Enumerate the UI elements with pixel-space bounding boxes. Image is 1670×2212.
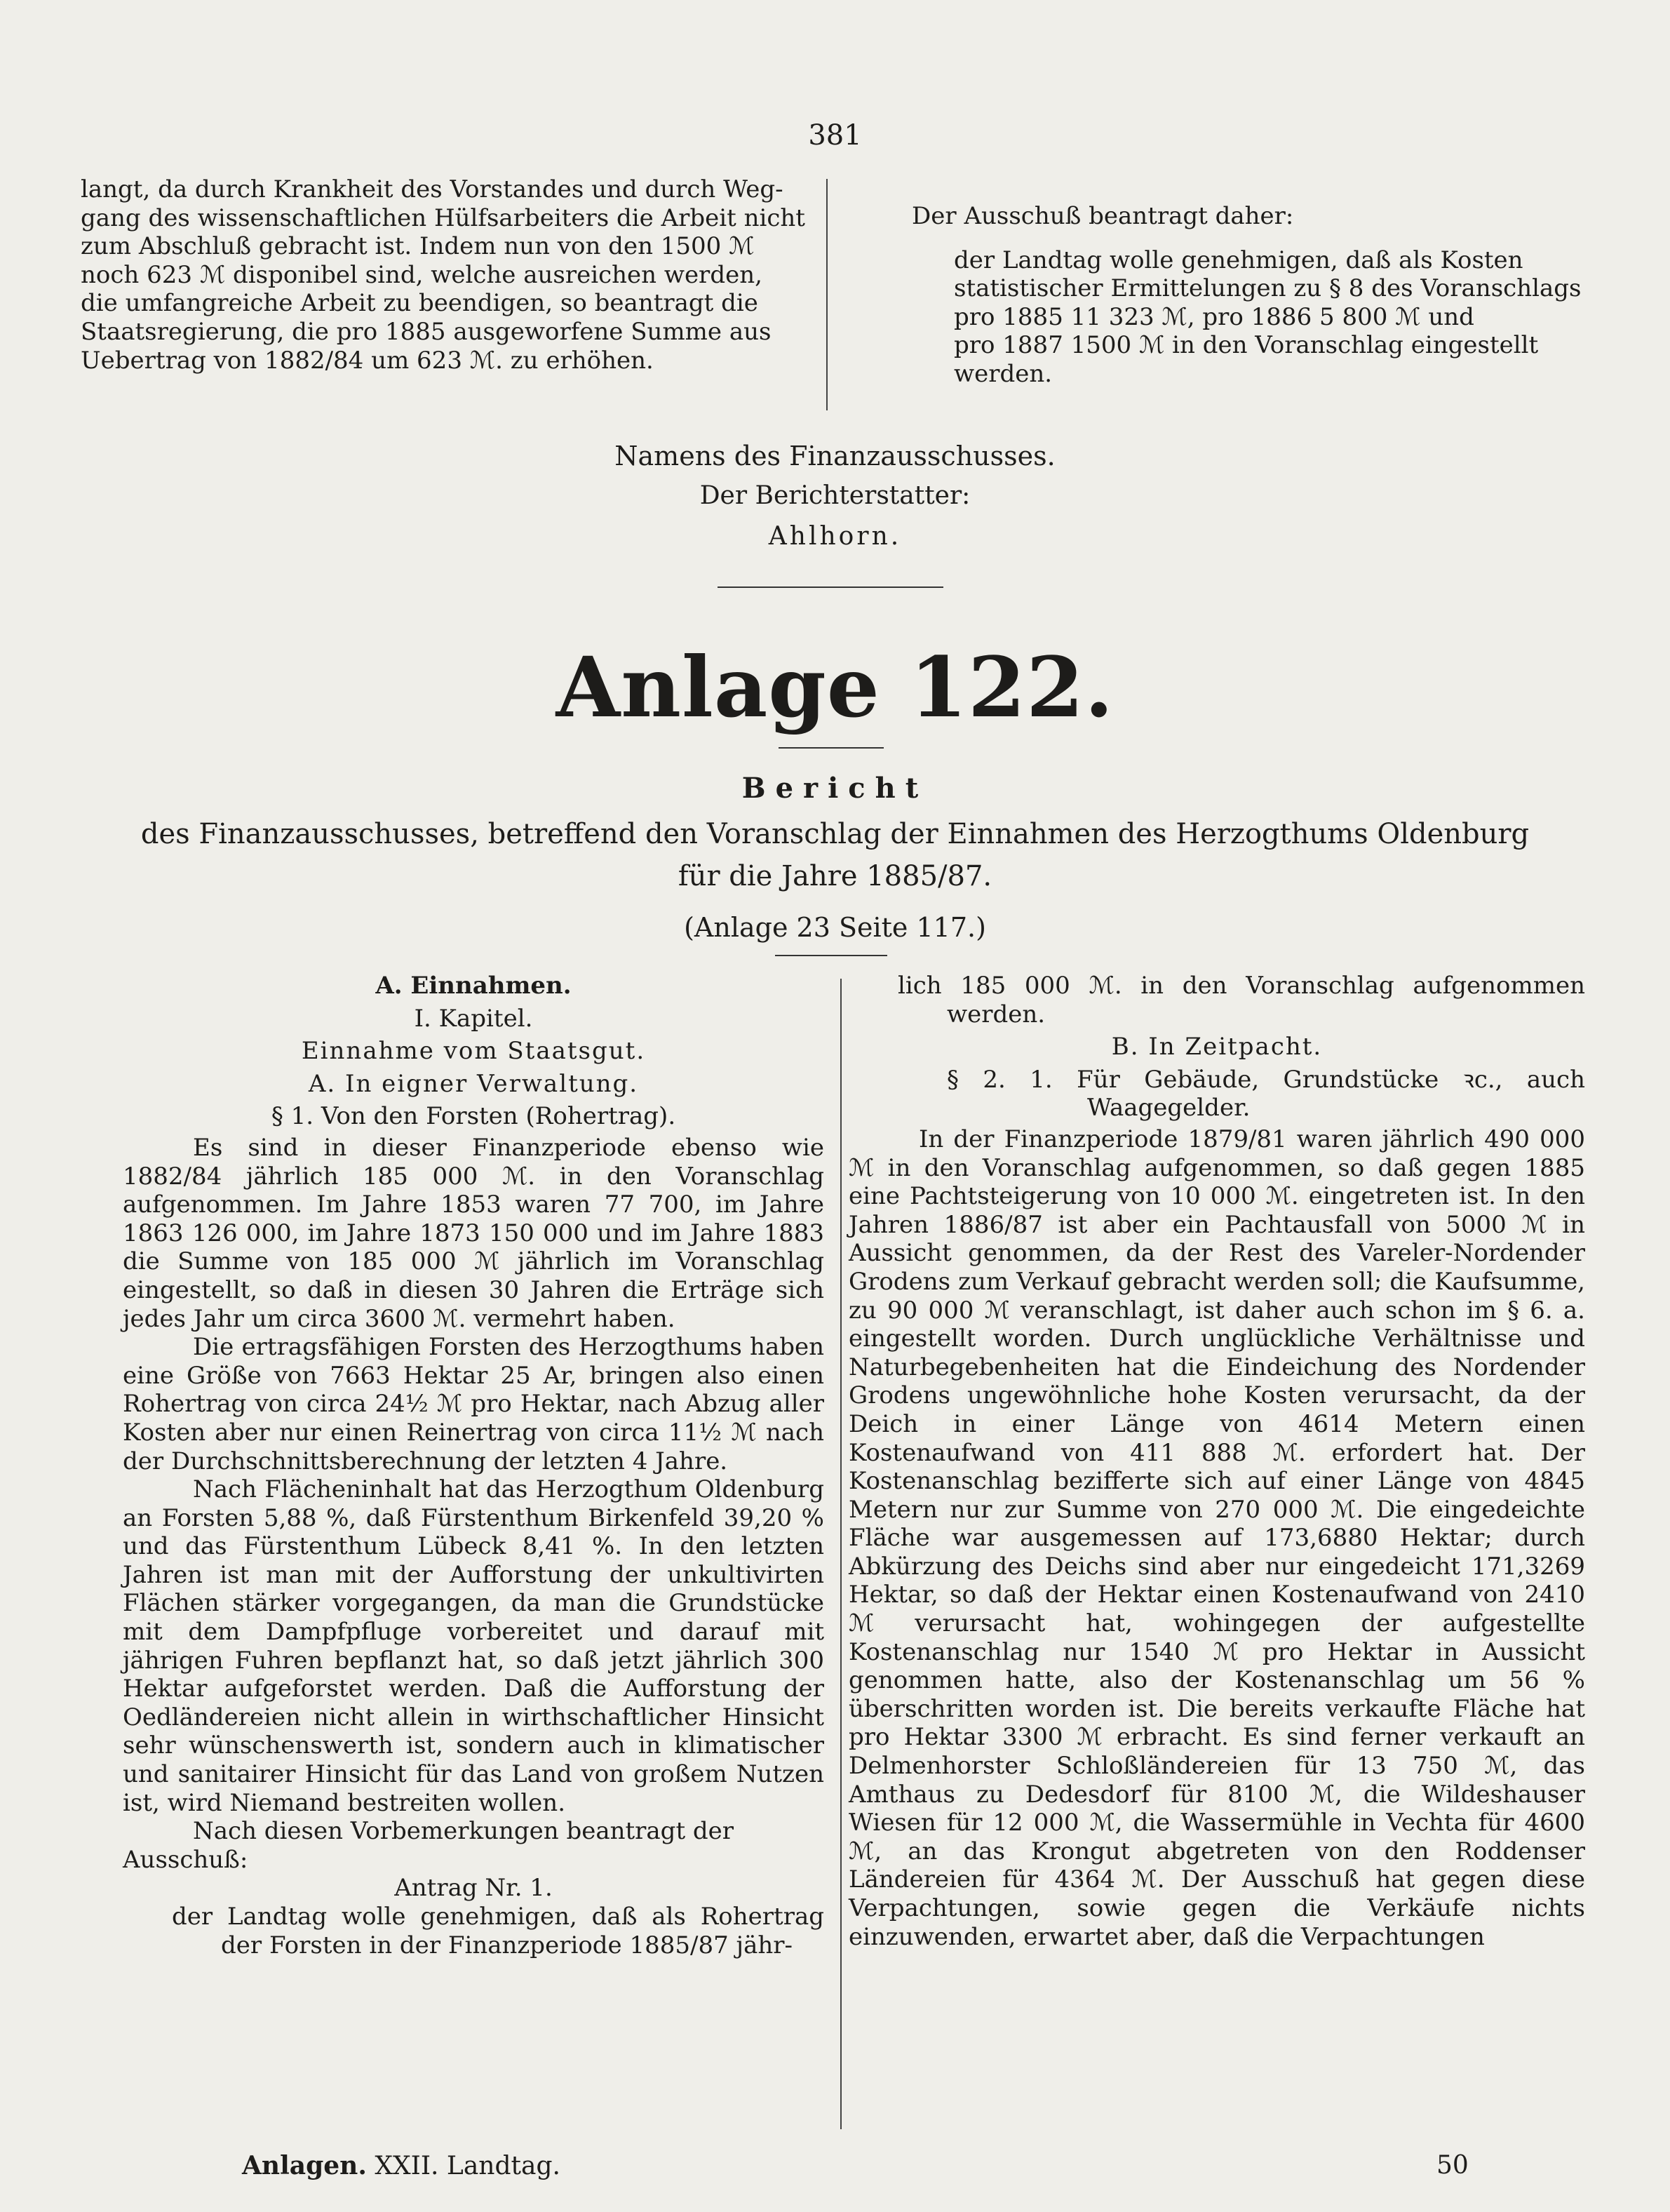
text-line: langt, da durch Krankheit des Vorstandes und durch Weg- <box>81 175 783 203</box>
body-paragraph: Nach Flächeninhalt hat das Herzogthum Oldenburg an Forsten 5,88 %, daß Fürstenthum Birkenfeld 39,20 % und das Fürstenthum Lübeck 8,41 %. In den letzten Jahren ist man mit der Aufforstung der unkultivirten Flächen stärker vorgegangen, da man die Grundstücke mit dem Dampfpfluge vorbereitet und darauf mit jährigen Fuhren bepflanzt hat, so daß jetzt jährlich 300 Hektar aufgeforstet werden. Daß die Aufforstung der Oedländereien nicht allein in wirthschaftlicher Hinsicht sehr wünschenswerth ist, sondern auch in klimatischer und sanitairer Hinsicht für das Land von großem Nutzen ist, wird Niemand bestreiten wollen. <box>123 1475 824 1817</box>
text-line: pro 1885 11 323 ℳ, pro 1886 5 800 ℳ und <box>954 302 1474 331</box>
top-right-column <box>849 202 1585 389</box>
text-line: zum Abschluß gebracht ist. Indem nun von den 1500 ℳ <box>81 232 755 261</box>
report-subject: des Finanzausschusses, betreffend den Voranschlag der Einnahmen des Herzogthums Oldenburg <box>140 818 1530 850</box>
chapter-heading: I. Kapitel. <box>414 1004 533 1033</box>
section-rule <box>718 586 943 588</box>
column-divider <box>826 179 828 410</box>
text-line: Staatsregierung, die pro 1885 ausgeworfene Summe aus <box>81 317 772 346</box>
text-line: werden. <box>954 359 1053 388</box>
text-line: Uebertrag von 1882/84 um 623 ℳ. zu erhöhen. <box>81 346 654 375</box>
text-line: statistischer Ermittelungen zu § 8 des Voranschlags <box>954 274 1582 303</box>
footer-label: Anlagen. <box>242 2151 367 2180</box>
text-line: Der Ausschuß beantragt daher: <box>912 202 1294 230</box>
report-heading: Bericht <box>741 772 929 805</box>
signature-role: Der Berichterstatter: <box>699 481 971 510</box>
main-left-column <box>123 972 824 1959</box>
text-line: noch 623 ℳ disponibel sind, welche ausreichen werden, <box>81 260 762 289</box>
signature-committee: Namens des Finanzausschusses. <box>614 441 1056 471</box>
motion-text: der Landtag wolle genehmigen, daß als Rohertrag der Forsten in der Finanzperiode 1885/87 jähr- <box>172 1903 824 1959</box>
main-right-column <box>849 972 1585 1951</box>
subsection-heading: A. In eigner Verwaltung. <box>308 1069 639 1098</box>
signature-name: Ahlhorn. <box>768 522 902 551</box>
column-divider <box>840 979 842 2129</box>
body-paragraph: In der Finanzperiode 1879/81 waren jährlich 490 000 ℳ in den Voranschlag aufgenommen, so daß gegen 1885 eine Pachtsteigerung von 10 000 ℳ. eingetreten ist. In den Jahren 1886/87 ist aber ein Pachtausfall von 5000 ℳ in Aussicht genommen, da der Rest des Vareler-Nordender Grodens zum Verkauf gebracht werden soll; die Kaufsumme, zu 90 000 ℳ veranschlagt, ist daher auch schon im § 6. a. eingestellt worden. Durch unglückliche Verhältnisse und Naturbegebenheiten hat die Eindeichung des Nordender Grodens ungewöhnliche hohe Kosten verursacht, da der Deich in einer Länge von 4614 Metern einen Kostenaufwand von 411 888 ℳ. erfordert hat. Der Kostenanschlag bezifferte sich auf einer Länge von 4845 Metern nur zur Summe von 270 000 ℳ. Die eingedeichte Fläche war ausgemessen auf 173,6880 Hektar; durch Abkürzung des Deichs sind aber nur eingedeicht 171,3269 Hektar, so daß der Hektar einen Kostenaufwand von 2410 ℳ verursacht hat, wohingegen der aufgestellte Kostenanschlag nur 1540 ℳ pro Hektar in Aussicht genommen hatte, also der Kostenanschlag um 56 % überschritten worden ist. Die bereits verkaufte Fläche hat pro Hektar 3300 ℳ erbracht. Es sind ferner verkauft an Delmenhorster Schloßländereien für 13 750 ℳ, das Amthaus zu Dedesdorf für 8100 ℳ, die Wildeshauser Wiesen für 12 000 ℳ, die Wassermühle in Vechta für 4600 ℳ, an das Krongut abgetreten von den Roddenser Ländereien für 4364 ℳ. Der Ausschuß hat gegen diese Verpachtungen, sowie gegen die Verkäufe nichts einzuwenden, erwartet aber, daß die Verpachtungen <box>849 1125 1585 1951</box>
paragraph-heading: § 1. Von den Forsten (Rohertrag). <box>271 1102 676 1131</box>
paragraph-heading: § 2. 1. Für Gebäude, Grundstücke ꝛc., auch Waagegelder. <box>947 1065 1585 1122</box>
footer-session: XXII. Landtag. <box>366 2152 560 2180</box>
sheet-number: 50 <box>1436 2151 1469 2180</box>
motion-heading: Antrag Nr. 1. <box>394 1874 553 1903</box>
top-left-column <box>81 175 810 375</box>
chapter-title: Einnahme vom Staatsgut. <box>301 1037 646 1066</box>
report-reference: (Anlage 23 Seite 117.) <box>684 912 986 943</box>
section-heading: A. Einnahmen. <box>375 972 572 1000</box>
subsection-heading: B. In Zeitpacht. <box>1111 1033 1323 1061</box>
body-paragraph: Nach diesen Vorbemerkungen beantragt der Ausschuß: <box>123 1817 734 1874</box>
body-paragraph: Die ertragsfähigen Forsten des Herzogthums haben eine Größe von 7663 Hektar 25 Ar, bringen also einen Rohertrag von circa 24½ ℳ pro Hektar, nach Abzug aller Kosten aber nur einen Reinertrag von circa 11½ ℳ nach der Durchschnittsberechnung der letzten 4 Jahre. <box>123 1333 824 1475</box>
text-line: pro 1887 1500 ℳ in den Voranschlag eingestellt <box>954 331 1539 360</box>
page-title: Anlage 122. <box>555 638 1115 736</box>
text-line: gang des wissenschaftlichen Hülfsarbeiters die Arbeit nicht <box>81 203 805 232</box>
footer-left <box>242 2151 560 2180</box>
heading-rule <box>775 955 887 956</box>
motion-continuation: lich 185 000 ℳ. in den Voranschlag aufgenommen werden. <box>898 972 1585 1028</box>
text-line: der Landtag wolle genehmigen, daß als Kosten <box>954 246 1523 274</box>
body-paragraph: Es sind in dieser Finanzperiode ebenso wie 1882/84 jährlich 185 000 ℳ. in den Voranschlag aufgenommen. Im Jahre 1853 waren 77 700, im Jahre 1863 126 000, im Jahre 1873 150 000 und im Jahre 1883 die Summe von 185 000 ℳ jährlich im Voranschlag eingestellt, so daß in diesen 30 Jahren die Erträge sich jedes Jahr um circa 3600 ℳ. vermehrt haben. <box>123 1133 824 1333</box>
title-rule <box>779 747 884 749</box>
page-number: 381 <box>808 119 862 152</box>
report-period: für die Jahre 1885/87. <box>678 860 992 892</box>
text-line: die umfangreiche Arbeit zu beendigen, so beantragt die <box>81 289 758 318</box>
